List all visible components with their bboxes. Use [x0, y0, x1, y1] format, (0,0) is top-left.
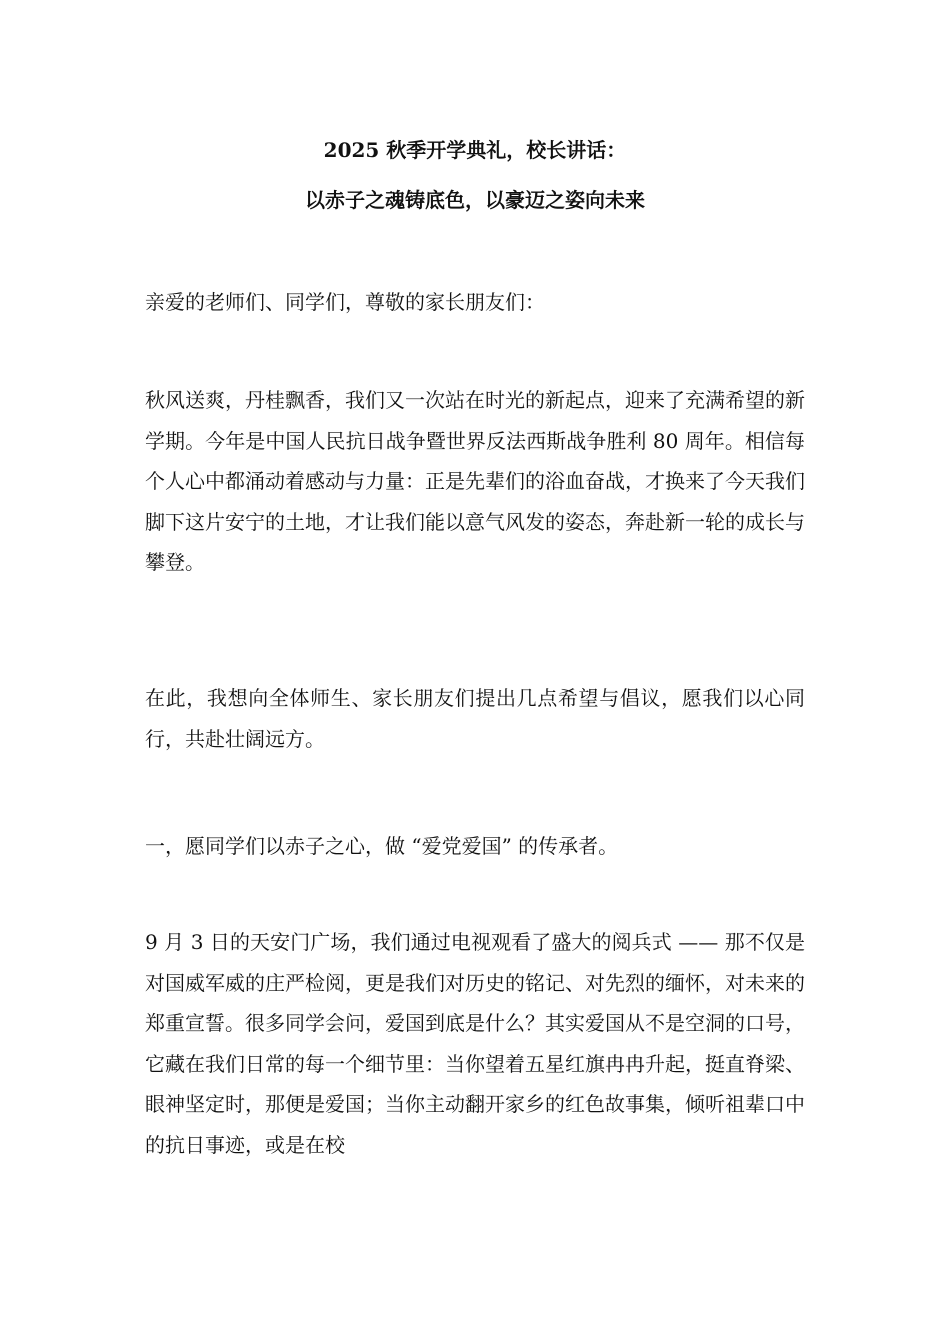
document-title-line-1: 2025 秋季开学典礼，校长讲话： — [323, 138, 627, 162]
greeting-paragraph: 亲爱的老师们、同学们，尊敬的家长朋友们： — [145, 290, 545, 314]
point-1-body-paragraph: 9 月 3 日的天安门广场，我们通过电视观看了盛大的阅兵式 —— 那不仅是对国威军威的庄严检阅，更是我们对历史的铭记、对先烈的缅怀，对未来的郑重宣誓。很多同学会问，爱国到底是什么？其实爱国从不是空洞的口号，它藏在我们日常的每一个细节里：当你望着五星红旗冉冉升起，挺直脊梁、眼神坚定时，那便是爱国；当你主动翻开家乡的红色故事集，倾听祖辈口中的抗日事迹，或是在校 — [145, 930, 805, 1157]
hope-paragraph: 在此，我想向全体师生、家长朋友们提出几点希望与倡议，愿我们以心同行，共赴壮阔远方。 — [145, 686, 805, 751]
document-title-line-2: 以赤子之魂铸底色，以豪迈之姿向未来 — [305, 188, 645, 212]
point-1-heading: 一，愿同学们以赤子之心，做 “爱党爱国” 的传承者。 — [145, 834, 619, 858]
intro-paragraph: 秋风送爽，丹桂飘香，我们又一次站在时光的新起点，迎来了充满希望的新学期。今年是中国人民抗日战争暨世界反法西斯战争胜利 80 周年。相信每个人心中都涌动着感动与力量：正是先辈们的浴血奋战，才换来了今天我们脚下这片安宁的土地，才让我们能以意气风发的姿态，奔赴新一轮的成长与攀登。 — [145, 388, 805, 574]
